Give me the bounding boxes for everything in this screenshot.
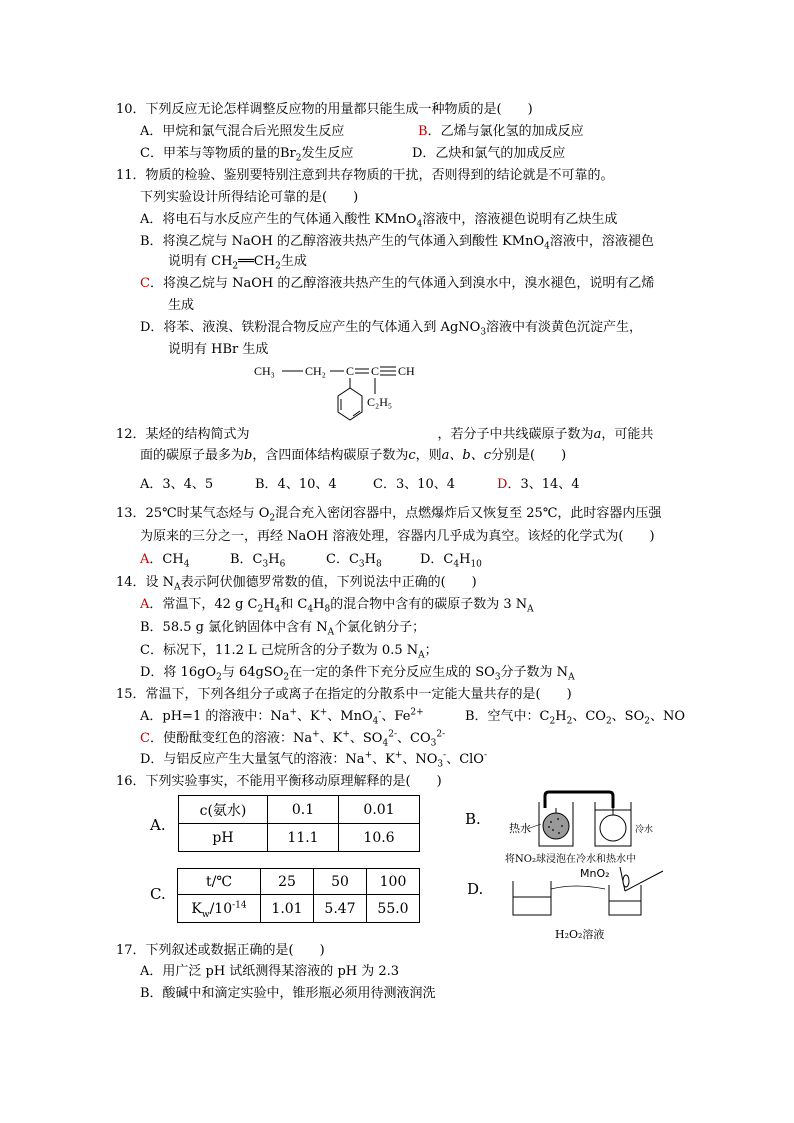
formula-ch3: CH₃ [254, 364, 275, 378]
table-c-cell: $K_w/10^{-14}$ [178, 895, 261, 923]
formula-ch2: CH₂ [305, 364, 326, 378]
q17-option-b: B．酸碱中和滴定实验中，锥形瓶必须用待测液润洗 [140, 986, 436, 1001]
q13-stem-line2: 为原来的三分之一，再经 NaOH 溶液处理，容器内几乎成为真空。该烃的化学式为( ) [140, 529, 655, 544]
formula-c2: C [371, 364, 380, 378]
table-c-cell: 5.47 [314, 895, 367, 923]
q16-table-c [177, 868, 420, 923]
table-a-cell: 10.6 [339, 824, 420, 852]
q16-figure-d-caption: H₂O₂溶液 [555, 928, 605, 941]
formula-ch: CH [398, 364, 415, 378]
q14-option-b: B．58.5 g 氯化钠固体中含有 $N_A$个氯化钠分子； [140, 620, 426, 638]
table-a-cell: 11.1 [268, 824, 339, 852]
q16-label-a: A. [150, 816, 166, 834]
q10-option-c: C．甲苯与等物质的量的$Br_2$发生反应 [140, 146, 354, 164]
fig-b-cold-water-label: 冷水 [635, 825, 654, 835]
q12-stem-line1: 12．某烃的结构简式为 ，若分子中共线碳原子数为a，可能共 [116, 427, 654, 442]
q10-option-a: A．甲烷和氯气混合后光照发生反应 [140, 124, 345, 139]
q13-option-d: D．$C_4H_{10}$ [420, 552, 482, 570]
q15-stem: 15．常温下，下列各组分子或离子在指定的分散系中一定能大量共存的是( ) [116, 687, 572, 702]
q10-stem: 10．下列反应无论怎样调整反应物的用量都只能生成一种物质的是( ) [116, 102, 533, 117]
formula-c2h5: C₂H₅ [367, 395, 393, 409]
formula-c1: C [346, 364, 355, 378]
q17-stem: 17．下列叙述或数据正确的是( ) [116, 943, 325, 958]
q11-option-c-line2: 生成 [168, 298, 195, 313]
table-c-cell: t/℃ [178, 869, 261, 895]
q12-option-c: C．3、10、4 [373, 477, 456, 492]
q14-option-d: D．将 $16gO_2$与 64gSO$_2$在一定的条件下充分反应生成的 $SO_3$分子数为 $N_A$ [140, 665, 575, 683]
table-c-cell: 100 [367, 869, 420, 895]
q16-figure-b-caption: 将NO₂球浸泡在冷水和热水中 [505, 854, 636, 865]
q15-option-b: B．空气中：$C_2H_2$、$CO_2$、$SO_2$、NO [465, 709, 686, 727]
q16-label-d: D. [467, 880, 484, 898]
q12-option-d: D．3、14、4 [497, 477, 580, 492]
q13-option-b: B．$C_3H_6$ [230, 552, 286, 570]
q16-figure-b-no2-beakers [505, 788, 690, 850]
q11-stem-line2: 下列实验设计所得结论可靠的是( ) [140, 190, 359, 205]
q15-option-c: C．使酚酞变红色的溶液：Na+、K+、$SO_4^{2-}$、$CO_3^{2-}$ [140, 729, 446, 749]
q11-option-b-line1: B．将溴乙烷与 NaOH 的乙醇溶液共热产生的气体通入到酸性 KMnO$_4$溶液中，溶液褪色 [140, 234, 654, 252]
q14-option-a: A．常温下，42 g $C_2H_4$和 $C_4H_8$的混合物中含有的碳原子数为 3 $N_A$ [140, 597, 534, 615]
q15-option-a: A．pH=1 的溶液中：Na+、K+、MnO$_4$-、$Fe^{2+}$ [140, 707, 424, 727]
table-a-cell: 0.01 [339, 796, 420, 824]
table-a-cell: pH [179, 824, 268, 852]
q11-stem-line1: 11．物质的检验、鉴别要特别注意到共存物质的干扰，否则得到的结论就是不可靠的。 [116, 168, 614, 183]
q12-option-b: B．4、10、4 [255, 477, 337, 492]
q16-stem: 16．下列实验事实，不能用平衡移动原理解释的是( ) [116, 774, 442, 789]
q13-option-c: C．$C_3H_8$ [326, 552, 382, 570]
q15-option-d: D．与铝反应产生大量氢气的溶液：Na+、K+、$NO_3^-$、ClO- [140, 750, 488, 770]
table-c-cell: 50 [314, 869, 367, 895]
table-a-cell: 0.1 [268, 796, 339, 824]
q12-stem-line2: 面的碳原子最多为b，含四面体结构碳原子数为c，则a、b、c分别是( ) [140, 448, 567, 463]
q12-option-a: A．3、4、5 [140, 477, 214, 492]
q10-option-b: B．乙烯与氯化氢的加成反应 [418, 124, 584, 139]
table-c-cell: 1.01 [261, 895, 314, 923]
q17-option-a: A．用广泛 pH 试纸测得某溶液的 pH 为 2.3 [140, 964, 400, 979]
q11-option-b-line2: 说明有 $CH_2══CH_2$生成 [168, 254, 307, 272]
q14-option-c: C．标况下，11.2 L 己烷所含的分子数为 0.5 $N_A$； [140, 643, 438, 661]
fig-b-hot-water-label: 热水 [509, 822, 531, 835]
q11-option-d-line2: 说明有 HBr 生成 [168, 342, 269, 357]
q10-option-d: D．乙炔和氯气的加成反应 [412, 146, 566, 161]
q11-option-c-line1: C．将溴乙烷与 NaOH 的乙醇溶液共热产生的气体通入到溴水中，溴水褪色，说明有乙烯 [140, 276, 655, 291]
table-c-cell: 25 [261, 869, 314, 895]
fig-d-mno2-label: MnO₂ [580, 867, 610, 880]
q13-option-a: A．$CH_4$ [140, 552, 190, 570]
q16-table-a [178, 795, 420, 852]
q11-option-d-line1: D．将苯、液溴、铁粉混合物反应产生的气体通入到 AgNO$_3$溶液中有淡黄色沉淀产生， [140, 320, 643, 338]
table-a-cell: c(氨水) [179, 796, 268, 824]
q13-stem-line1: 13．25℃时某气态烃与 $O_2$混合充入密闭容器中，点燃爆炸后又恢复至 25℃，此时容器内压强 [116, 506, 662, 524]
q16-label-b: B. [465, 810, 481, 828]
table-c-cell: 55.0 [367, 895, 420, 923]
q14-stem: 14．设 $N_A$表示阿伏伽德罗常数的值，下列说法中正确的( ) [116, 575, 477, 593]
q11-option-a: A．将电石与水反应产生的气体通入酸性 KMnO$_4$溶液中，溶液褪色说明有乙炔生成 [140, 212, 618, 230]
q16-label-c: C. [150, 885, 166, 903]
